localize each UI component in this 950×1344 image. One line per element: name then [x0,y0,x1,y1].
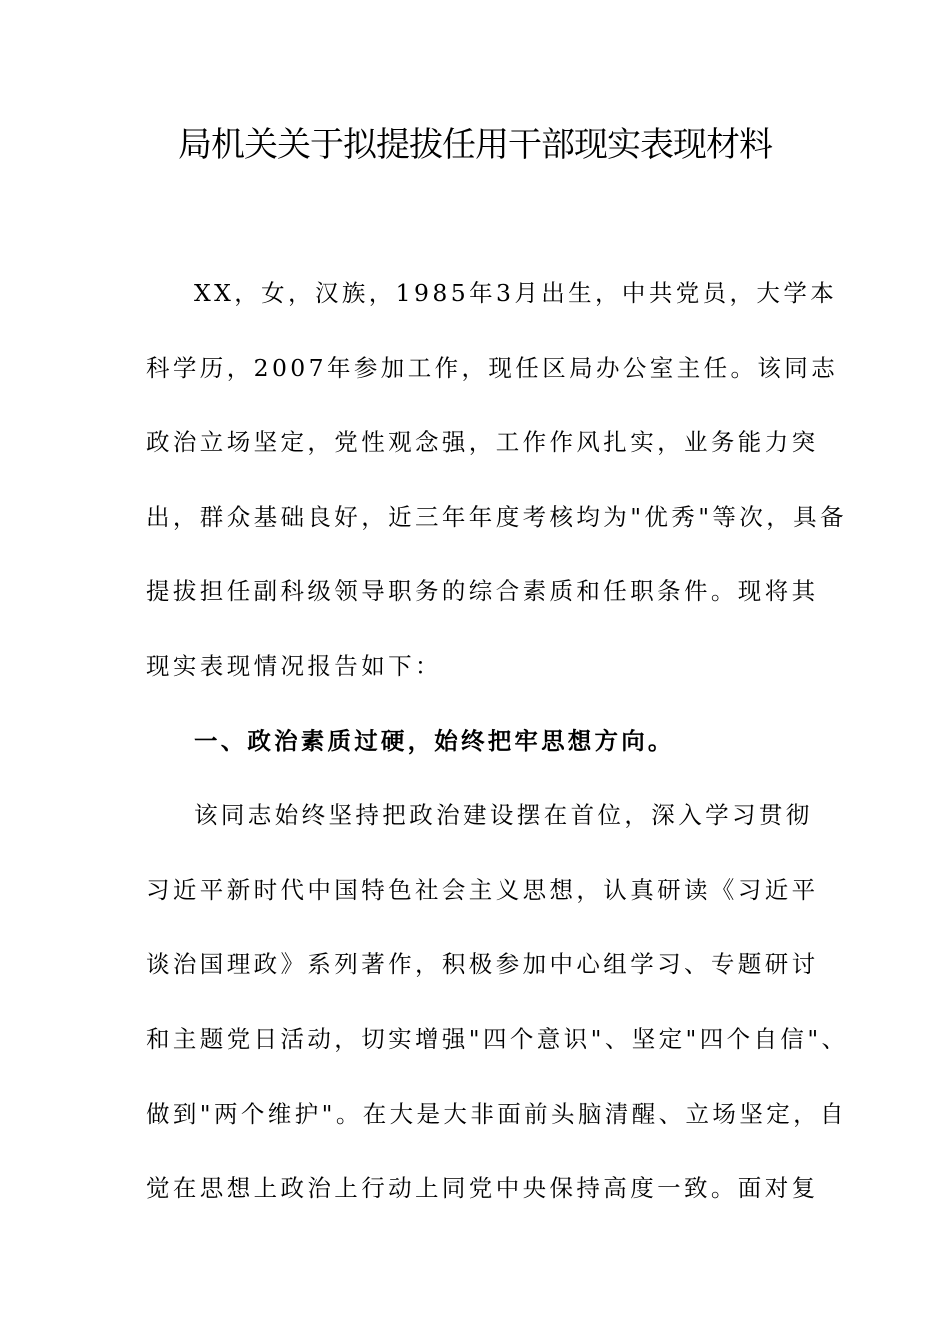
paragraph-line: 提拔担任副科级领导职务的综合素质和任职条件。现将其 [146,577,819,606]
paragraph-line: 该同志始终坚持把政治建设摆在首位，深入学习贯彻 [194,801,813,830]
paragraph-line: 觉在思想上政治上行动上同党中央保持高度一致。面对复 [146,1174,819,1203]
document-body [146,270,849,1240]
section-heading: 一、政治素质过硬，始终把牢思想方向。 [194,726,675,755]
paragraph-line: 科学历，2007年参加工作，现任区局办公室主任。该同志 [146,353,839,382]
paragraph-line: 政治立场坚定，党性观念强，工作作风扎实，业务能力突 [146,428,819,457]
paragraph-line: 谈治国理政》系列著作，积极参加中心组学习、专题研讨 [146,950,819,979]
paragraph-line: 现实表现情况报告如下： [146,651,442,680]
paragraph-line: XX，女，汉族，1985年3月出生，中共党员，大学本 [194,279,838,307]
paragraph-line: 习近平新时代中国特色社会主义思想，认真研读《习近平 [146,875,819,904]
paragraph-line: 做到"两个维护"。在大是大非面前头脑清醒、立场坚定，自 [146,1099,847,1128]
paragraph-line: 和主题党日活动，切实增强"四个意识"、坚定"四个自信"、 [146,1024,849,1053]
document-title: 局机关关于拟提拔任用干部现实表现材料 [178,125,772,165]
paragraph-line: 出，群众基础良好，近三年年度考核均为"优秀"等次，具备 [146,502,847,531]
